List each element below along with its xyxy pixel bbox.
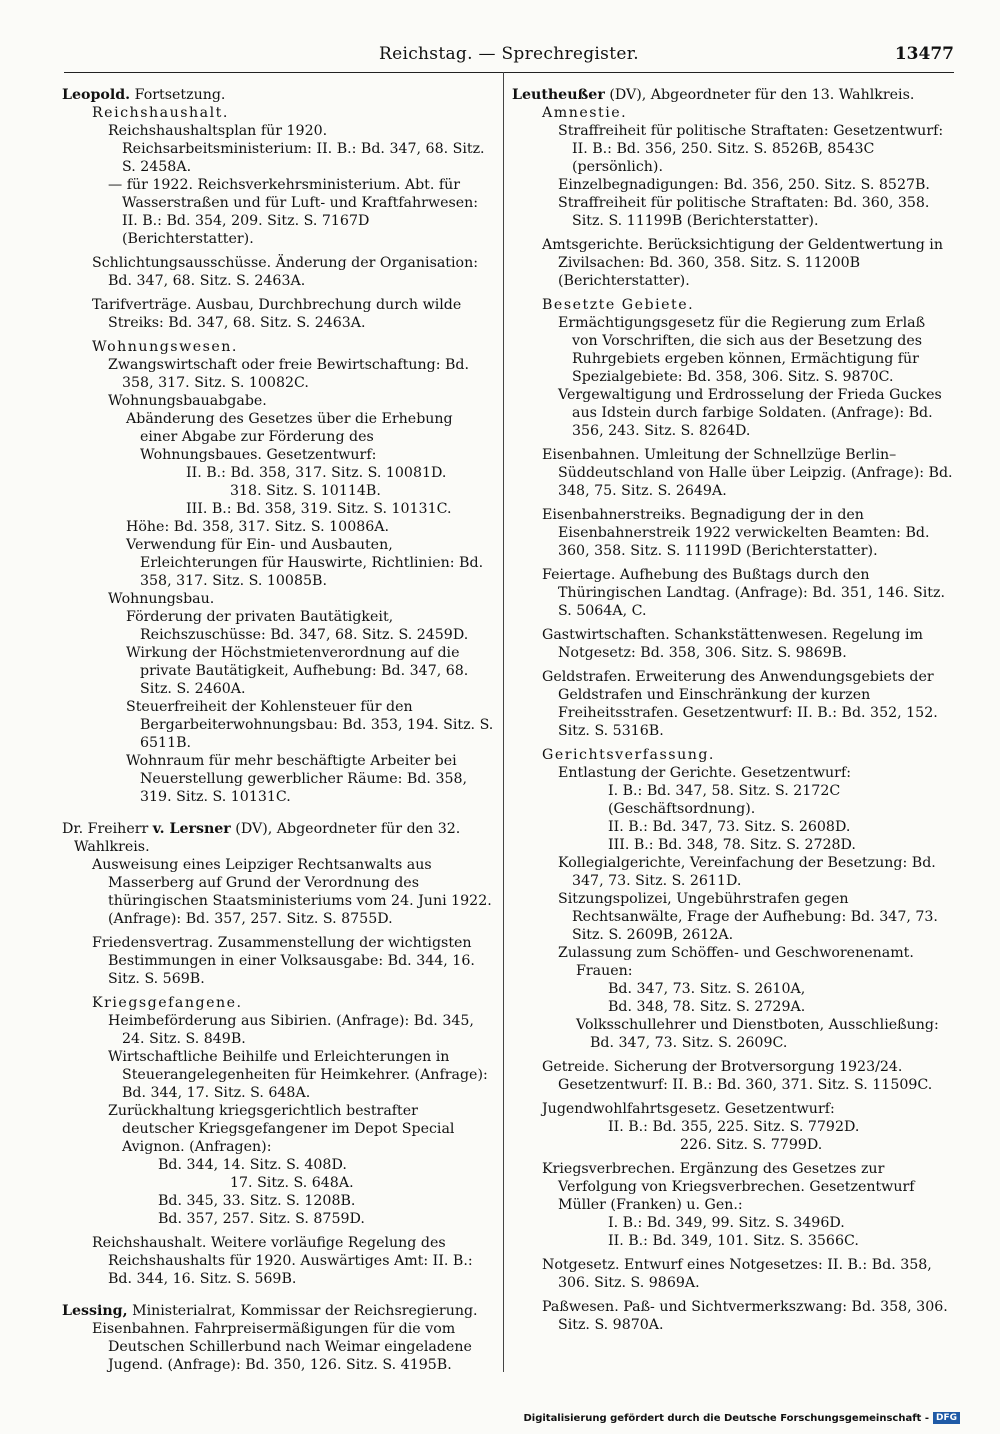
subject-heading: Reichshaushalt. bbox=[92, 105, 229, 121]
index-line: Entlastung der Gerichte. Gesetzentwurf: bbox=[558, 765, 851, 781]
person-note: (DV), Abgeordneter für den 13. Wahlkreis. bbox=[609, 87, 915, 103]
subject-entry: Jugendwohlfahrtsgesetz. Gesetzentwurf: bbox=[542, 1101, 835, 1117]
index-line: II. B.: Bd. 349, 101. Sitz. S. 3566C. bbox=[608, 1233, 859, 1249]
entry-lersner bbox=[62, 820, 494, 1288]
index-line: III. B.: Bd. 358, 319. Sitz. S. 10131C. bbox=[186, 501, 452, 517]
index-line: Bd. 357, 257. Sitz. S. 8759D. bbox=[158, 1211, 365, 1227]
index-line: Frauen: bbox=[576, 963, 633, 979]
person-heading bbox=[512, 86, 954, 104]
dfg-logo-icon: DFG bbox=[933, 1412, 960, 1424]
entry-lessing bbox=[62, 1302, 494, 1374]
left-column bbox=[62, 86, 494, 1388]
index-line: Bd. 345, 33. Sitz. S. 1208B. bbox=[158, 1193, 356, 1209]
index-line: Höhe: Bd. 358, 317. Sitz. S. 10086A. bbox=[126, 519, 390, 535]
index-line: Bd. 347, 73. Sitz. S. 2610A, bbox=[608, 981, 806, 997]
person-prefix: Dr. Freiherr bbox=[62, 821, 149, 837]
subject-entry: Amtsgerichte. Berücksichtigung der Geldentwertung in Zivilsachen: Bd. 360, 358. Sitz. S. 11200B (Berichterstatter). bbox=[542, 237, 943, 289]
index-line: II. B.: Bd. 347, 73. Sitz. S. 2608D. bbox=[608, 819, 851, 835]
index-line: III. B.: Bd. 348, 78. Sitz. S. 2728D. bbox=[608, 837, 856, 853]
index-line: 226. Sitz. S. 7799D. bbox=[680, 1137, 823, 1153]
digitization-footer bbox=[523, 1412, 960, 1424]
subject-entry: Reichshaushalt. Weitere vorläufige Regelung des Reichshaushalts für 1920. Auswärtiges Amt: II. B.: Bd. 344, 16. Sitz. S. 569B. bbox=[92, 1235, 473, 1287]
subject-heading: Wohnungswesen. bbox=[92, 339, 238, 355]
subject-entry: Friedensvertrag. Zusammenstellung der wichtigsten Bestimmungen in einer Volksausgabe: Bd. 344, 16. Sitz. S. 569B. bbox=[92, 935, 475, 987]
index-line: Förderung der privaten Bautätigkeit, Reichszuschüsse: Bd. 347, 68. Sitz. S. 2459D. bbox=[126, 609, 469, 643]
person-name: Lessing, bbox=[62, 1303, 128, 1319]
index-line: Einzelbegnadigungen: Bd. 356, 250. Sitz. S. 8527B. bbox=[558, 177, 930, 193]
index-line: Bd. 348, 78. Sitz. S. 2729A. bbox=[608, 999, 806, 1015]
person-note: Ministerialrat, Kommissar der Reichsregierung. bbox=[132, 1303, 478, 1319]
subject-heading: Besetzte Gebiete. bbox=[542, 297, 695, 313]
subject-entry: Notgesetz. Entwurf eines Notgesetzes: II. B.: Bd. 358, 306. Sitz. S. 9869A. bbox=[542, 1257, 932, 1291]
person-note: (DV), Abgeordneter für den 32. Wahlkreis. bbox=[74, 821, 461, 855]
index-line: Heimbeförderung aus Sibirien. (Anfrage): Bd. 345, 24. Sitz. S. 849B. bbox=[108, 1013, 474, 1047]
index-line: Sitzungspolizei, Ungebührstrafen gegen Rechtsanwälte, Frage der Aufhebung: Bd. 347, 73. Sitz. S. 2609B, 2612A. bbox=[558, 891, 938, 943]
index-line: Wirtschaftliche Beihilfe und Erleichterungen in Steuerangelegenheiten für Heimkehrer. (Anfrage): Bd. 344, 17. Sitz. S. 648A. bbox=[108, 1049, 488, 1101]
index-line: 17. Sitz. S. 648A. bbox=[230, 1175, 354, 1191]
index-line: Wohnungsbau. bbox=[108, 591, 215, 607]
subject-entry: Geldstrafen. Erweiterung des Anwendungsgebiets der Geldstrafen und Einschränkung der kurzen Freiheitsstrafen. Gesetzentwurf: II. B.: Bd. 352, 152. Sitz. S. 5316B. bbox=[542, 669, 938, 739]
person-note: Fortsetzung. bbox=[134, 87, 226, 103]
index-line: Wirkung der Höchstmietenverordnung auf die private Bautätigkeit, Aufhebung: Bd. 347, 68. Sitz. S. 2460A. bbox=[126, 645, 469, 697]
person-heading bbox=[62, 1302, 494, 1320]
index-line: I. B.: Bd. 347, 58. Sitz. S. 2172C (Geschäftsordnung). bbox=[608, 783, 841, 817]
index-line: Ermächtigungsgesetz für die Regierung zum Erlaß von Vorschriften, die sich aus der Besetzung des Ruhrgebiets ergeben können, Ermächtigung für Spezialgebiete: Bd. 358, 306. Sitz. S. 9870C. bbox=[558, 315, 926, 385]
index-line: Straffreiheit für politische Straftaten: Gesetzentwurf: II. B.: Bd. 356, 250. Sitz. S. 8526B, 8543C (persönlich). bbox=[558, 123, 944, 175]
person-name: Leopold. bbox=[62, 87, 131, 103]
index-line: Zulassung zum Schöffen- und Geschworenenamt. bbox=[558, 945, 914, 961]
index-line: Bd. 344, 14. Sitz. S. 408D. bbox=[158, 1157, 347, 1173]
index-line: — für 1922. Reichsverkehrsministerium. Abt. für Wasserstraßen und für Luft- und Kraftfahrwesen: II. B.: Bd. 354, 209. Sitz. S. 7167D (Berichterstatter). bbox=[108, 177, 479, 247]
index-line: 318. Sitz. S. 10114B. bbox=[230, 483, 381, 499]
subject-entry: Feiertage. Aufhebung des Bußtags durch den Thüringischen Landtag. (Anfrage): Bd. 351, 146. Sitz. S. 5064A, C. bbox=[542, 567, 945, 619]
subject-entry: Kriegsverbrechen. Ergänzung des Gesetzes zur Verfolgung von Kriegsverbrechen. Gesetzentwurf Müller (Franken) u. Gen.: bbox=[542, 1161, 915, 1213]
person-name: Leutheußer bbox=[512, 87, 605, 103]
subject-entry: Schlichtungsausschüsse. Änderung der Organisation: Bd. 347, 68. Sitz. S. 2463A. bbox=[92, 255, 478, 289]
footer-text: Digitalisierung gefördert durch die Deutsche Forschungsgemeinschaft - bbox=[523, 1412, 929, 1424]
index-line: Reichshaushaltsplan für 1920. Reichsarbeitsministerium: II. B.: Bd. 347, 68. Sitz. S. 2458A. bbox=[108, 123, 485, 175]
right-column bbox=[512, 86, 954, 1348]
entry-leutheusser bbox=[512, 86, 954, 1334]
subject-heading: Kriegsgefangene. bbox=[92, 995, 243, 1011]
column-divider bbox=[503, 72, 504, 1372]
person-heading bbox=[62, 86, 494, 104]
index-line: Zwangswirtschaft oder freie Bewirtschaftung: Bd. 358, 317. Sitz. S. 10082C. bbox=[108, 357, 470, 391]
index-line: II. B.: Bd. 355, 225. Sitz. S. 7792D. bbox=[608, 1119, 860, 1135]
index-line: Vergewaltigung und Erdrosselung der Frieda Guckes aus Idstein durch farbige Soldaten. (Anfrage): Bd. 356, 243. Sitz. S. 8264D. bbox=[558, 387, 942, 439]
subject-entry: Eisenbahnen. Umleitung der Schnellzüge Berlin–Süddeutschland von Halle über Leipzig. (Anfrage): Bd. 348, 75. Sitz. S. 2649A. bbox=[542, 447, 953, 499]
index-line: Zurückhaltung kriegsgerichtlich bestrafter deutscher Kriegsgefangener im Depot Special Avignon. (Anfragen): bbox=[108, 1103, 455, 1155]
subject-entry: Tarifverträge. Ausbau, Durchbrechung durch wilde Streiks: Bd. 347, 68. Sitz. S. 2463A. bbox=[92, 297, 462, 331]
index-line: Verwendung für Ein- und Ausbauten, Erleichterungen für Hauswirte, Richtlinien: Bd. 358, 317. Sitz. S. 10085B. bbox=[126, 537, 484, 589]
page-header bbox=[64, 44, 954, 73]
entry-leopold bbox=[62, 86, 494, 806]
index-line: Wohnraum für mehr beschäftigte Arbeiter bei Neuerstellung gewerblicher Räume: Bd. 358, 319. Sitz. S. 10131C. bbox=[126, 753, 468, 805]
index-line: Wohnungsbauabgabe. bbox=[108, 393, 267, 409]
page-number: 13477 bbox=[894, 44, 954, 64]
subject-entry: Eisenbahnen. Fahrpreisermäßigungen für die vom Deutschen Schillerbund nach Weimar eingeladene Jugend. (Anfrage): Bd. 350, 126. Sitz. S. 4195B. bbox=[92, 1321, 472, 1373]
index-line: I. B.: Bd. 349, 99. Sitz. S. 3496D. bbox=[608, 1215, 845, 1231]
subject-entry: Eisenbahnerstreiks. Begnadigung der in den Eisenbahnerstreik 1922 verwickelten Beamten: Bd. 360, 358. Sitz. S. 11199D (Berichterstatter). bbox=[542, 507, 930, 559]
subject-entry: Gastwirtschaften. Schankstättenwesen. Regelung im Notgesetz: Bd. 358, 306. Sitz. S. 9869B. bbox=[542, 627, 923, 661]
subject-entry: Getreide. Sicherung der Brotversorgung 1923/24. Gesetzentwurf: II. B.: Bd. 360, 371. Sitz. S. 11509C. bbox=[542, 1059, 933, 1093]
index-line: II. B.: Bd. 358, 317. Sitz. S. 10081D. bbox=[186, 465, 447, 481]
person-name: v. Lersner bbox=[152, 821, 231, 837]
index-line: Steuerfreiheit der Kohlensteuer für den Bergarbeiterwohnungsbau: Bd. 353, 194. Sitz. S. 6511B. bbox=[126, 699, 494, 751]
person-heading bbox=[62, 820, 494, 856]
subject-entry: Ausweisung eines Leipziger Rechtsanwalts aus Masserberg auf Grund der Verordnung des thüringischen Staatsministeriums vom 24. Juni 1922. (Anfrage): Bd. 357, 257. Sitz. S. 8755D. bbox=[92, 857, 492, 927]
subject-heading: Gerichtsverfassung. bbox=[542, 747, 715, 763]
index-line: Volksschullehrer und Dienstboten, Ausschließung: Bd. 347, 73. Sitz. S. 2609C. bbox=[576, 1017, 939, 1051]
subject-entry: Paßwesen. Paß- und Sichtvermerkszwang: Bd. 358, 306. Sitz. S. 9870A. bbox=[542, 1299, 948, 1333]
subject-heading: Amnestie. bbox=[542, 105, 628, 121]
index-line: Abänderung des Gesetzes über die Erhebung einer Abgabe zur Förderung des Wohnungsbaues. Gesetzentwurf: bbox=[126, 411, 453, 463]
index-line: Kollegialgerichte, Vereinfachung der Besetzung: Bd. 347, 73. Sitz. S. 2611D. bbox=[558, 855, 936, 889]
running-title: Reichstag. — Sprechregister. bbox=[379, 44, 639, 64]
index-line: Straffreiheit für politische Straftaten: Bd. 360, 358. Sitz. S. 11199B (Berichterstatter). bbox=[558, 195, 930, 229]
